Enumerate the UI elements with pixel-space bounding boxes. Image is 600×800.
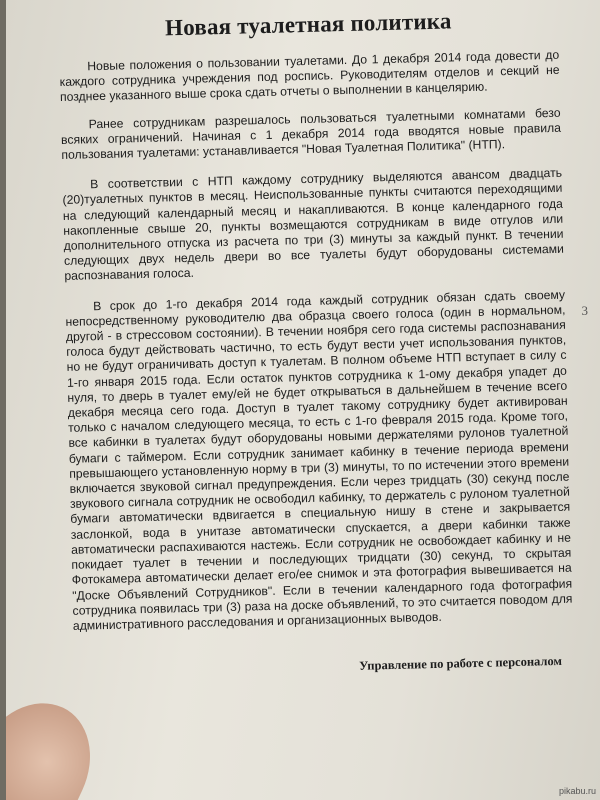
paper-sheet (6, 0, 600, 800)
paragraph-voice-recognition: В срок до 1-го декабря 2014 года каждый сотрудник обязан сдать своему непосредственному руководителю два образца своего голоса (один в нормальном, другой - в стрессовом состоянии). В течении ноября сего года системы распознавания голоса будут действовать частично, то есть будут вести учет использования пунктов, но не будут ограничивать доступ к туалетам. В полном объеме НТП вступает в силу с 1-го января 2015 года. Если остаток пунктов сотрудника к 1-ому декабря упадет до нуля, то дверь в туалет ему/ей не будет открываться в дальнейшем в течение всего декабря месяца сего года. Доступ в туалет такому сотруднику будет активирован только с началом следующего месяца, то есть с 1-го февраля 2015 года. Кроме того, все кабинки в туалетах будут оборудованы новыми держателями рулонов туалетной бумаги с таймером. Если сотрудник занимает кабинку в течение периода времени превышающего установленную норму в три (3) минуты, то по истечении этого времени включается звуковой сигнал предупреждения. Если через тридцать (30) секунд после звукового сигнала сотрудник не освободил кабинку, то держатель с рулоном туалетной бумаги автоматически вдвигается в специальную нишу в стене и закрывается заслонкой, вода в унитазе автоматически спускается, а двери кабинки также автоматически распахиваются настежь. Если сотрудник не освобождает кабинку и не покидает туалет в течении и последующих тридцати (30) секунд, то скрытая Фотокамера автоматически делает его/ее снимок и эта фотография вывешивается на "Доске Объявлений Сотрудников". Если в течении календарного года фотография сотрудника появилась три (3) раза на доске объявлений, то это считается поводом для административного расследования и организационных выводов. (65, 287, 573, 633)
thumb-photo (6, 683, 110, 800)
document-title: Новая туалетная политика (164, 8, 452, 41)
document-body (58, 2, 574, 681)
paragraph-previous-rules: Ранее сотрудникам разрешалось пользоваться туалетными комнатами безо всяких ограничений. Начиная с 1 декабря 2014 года вводятся новые правила пользования туалетами: устанавливается "Новая Туалетная Политика" (НТП). (60, 105, 562, 162)
watermark: pikabu.ru (558, 786, 596, 796)
signature: Управление по работе с персоналом (359, 653, 563, 673)
paragraph-points: В соответствии с НТП каждому сотруднику выделяются авансом двадцать (20)туалетных пунктов в месяц. Неиспользованные пункты считаются переходящими на следующий календарный месяц и накапливаются. В конце календарного года накопленные свыше 20, пункты возмещаются сотрудникам в виде отгулов или дополнительного отпуска из расчета по три (3) минуты за каждый пункт. В течении следующих двух недель двери во все туалеты будут оборудованы системами распознавания голоса. (62, 165, 565, 284)
margin-mark: 3 (581, 303, 588, 318)
paragraph-intro: Новые положения о пользовании туалетами. До 1 декабря 2014 года довести до каждого сотрудника учреждения под роспись. Руководителям отделов и секций не позднее указанного выше срока сдать отчеты о выполнении в канцелярию. (59, 47, 560, 105)
